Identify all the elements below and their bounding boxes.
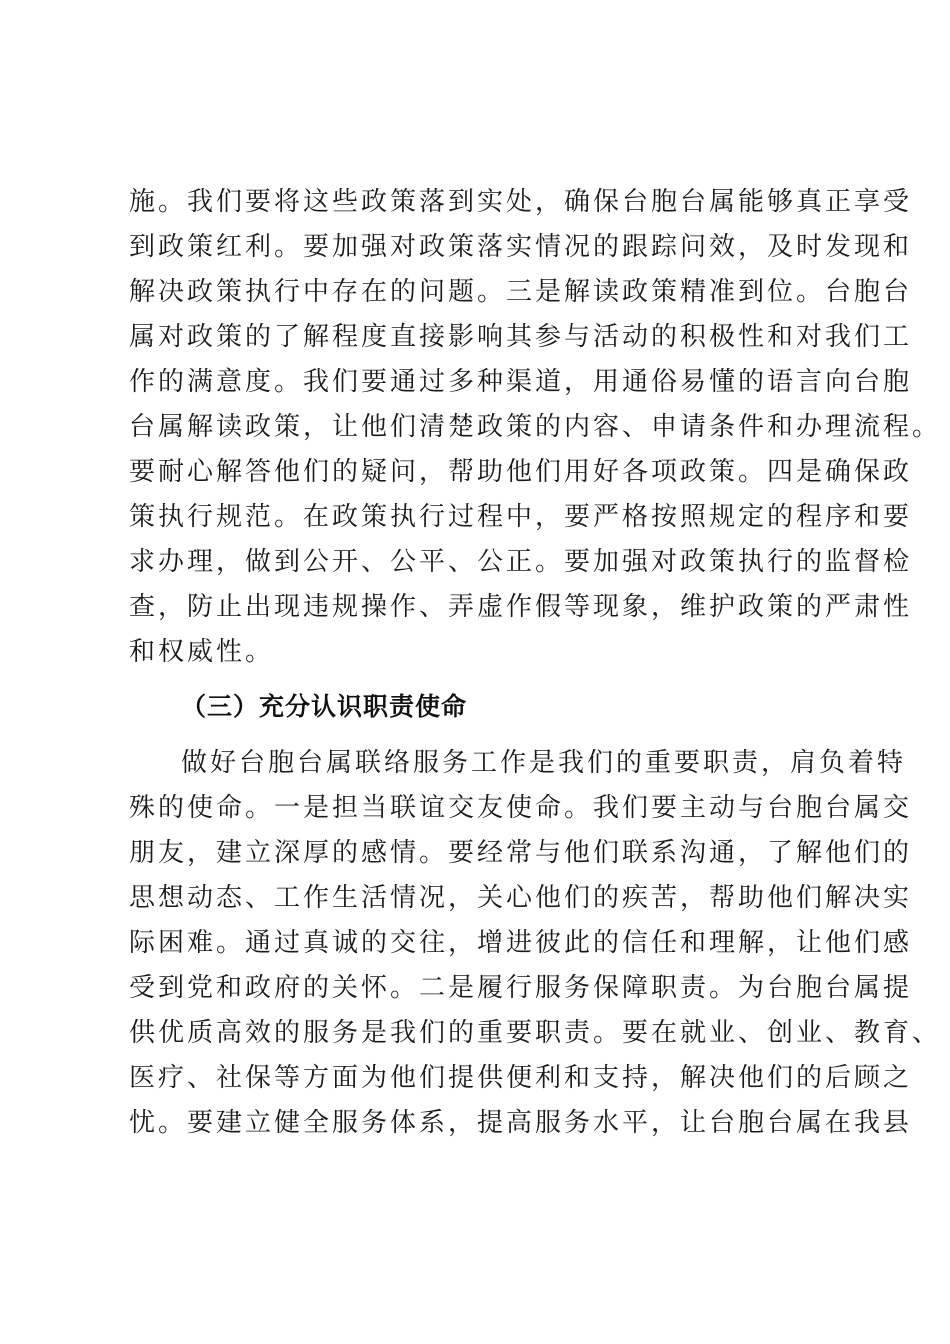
paragraph-line: 查，防止出现违规操作、弄虚作假等现象，维护政策的严肃性 <box>129 592 913 622</box>
paragraph-line: 到政策红利。要加强对政策落实情况的跟踪问效，及时发现和 <box>129 232 913 262</box>
paragraph-line: 医疗、社保等方面为他们提供便利和支持，解决他们的后顾之 <box>129 1063 913 1093</box>
paragraph-line: 策执行规范。在政策执行过程中，要严格按照规定的程序和要 <box>129 502 913 532</box>
paragraph-line: 受到党和政府的关怀。二是履行服务保障职责。为台胞台属提 <box>129 973 913 1003</box>
paragraph-line: 和权威性。 <box>129 637 275 667</box>
paragraph-line: 施。我们要将这些政策落到实处，确保台胞台属能够真正享受 <box>129 187 913 217</box>
paragraph-line: 属对政策的了解程度直接影响其参与活动的积极性和对我们工 <box>129 322 913 352</box>
paragraph-line: 做好台胞台属联络服务工作是我们的重要职责，肩负着特 <box>181 748 907 778</box>
paragraph-line: 朋友，建立深厚的感情。要经常与他们联系沟通，了解他们的 <box>129 838 913 868</box>
paragraph-line: 际困难。通过真诚的交往，增进彼此的信任和理解，让他们感 <box>129 928 913 958</box>
paragraph-line: 台属解读政策，让他们清楚政策的内容、申请条件和办理流程。 <box>129 412 942 442</box>
paragraph-line: 忧。要建立健全服务体系，提高服务水平，让台胞台属在我县 <box>129 1108 913 1138</box>
paragraph-line: 要耐心解答他们的疑问，帮助他们用好各项政策。四是确保政 <box>129 457 913 487</box>
paragraph-line: 供优质高效的服务是我们的重要职责。要在就业、创业、教育、 <box>129 1018 942 1048</box>
paragraph-line: 思想动态、工作生活情况，关心他们的疾苦，帮助他们解决实 <box>129 883 913 913</box>
paragraph-line: 求办理，做到公开、公平、公正。要加强对政策执行的监督检 <box>129 547 913 577</box>
paragraph-line: 解决政策执行中存在的问题。三是解读政策精准到位。台胞台 <box>129 277 913 307</box>
paragraph-line: 殊的使命。一是担当联谊交友使命。我们要主动与台胞台属交 <box>129 793 913 823</box>
section-heading: （三）充分认识职责使命 <box>181 692 468 721</box>
paragraph-line: 作的满意度。我们要通过多种渠道，用通俗易懂的语言向台胞 <box>129 367 913 397</box>
